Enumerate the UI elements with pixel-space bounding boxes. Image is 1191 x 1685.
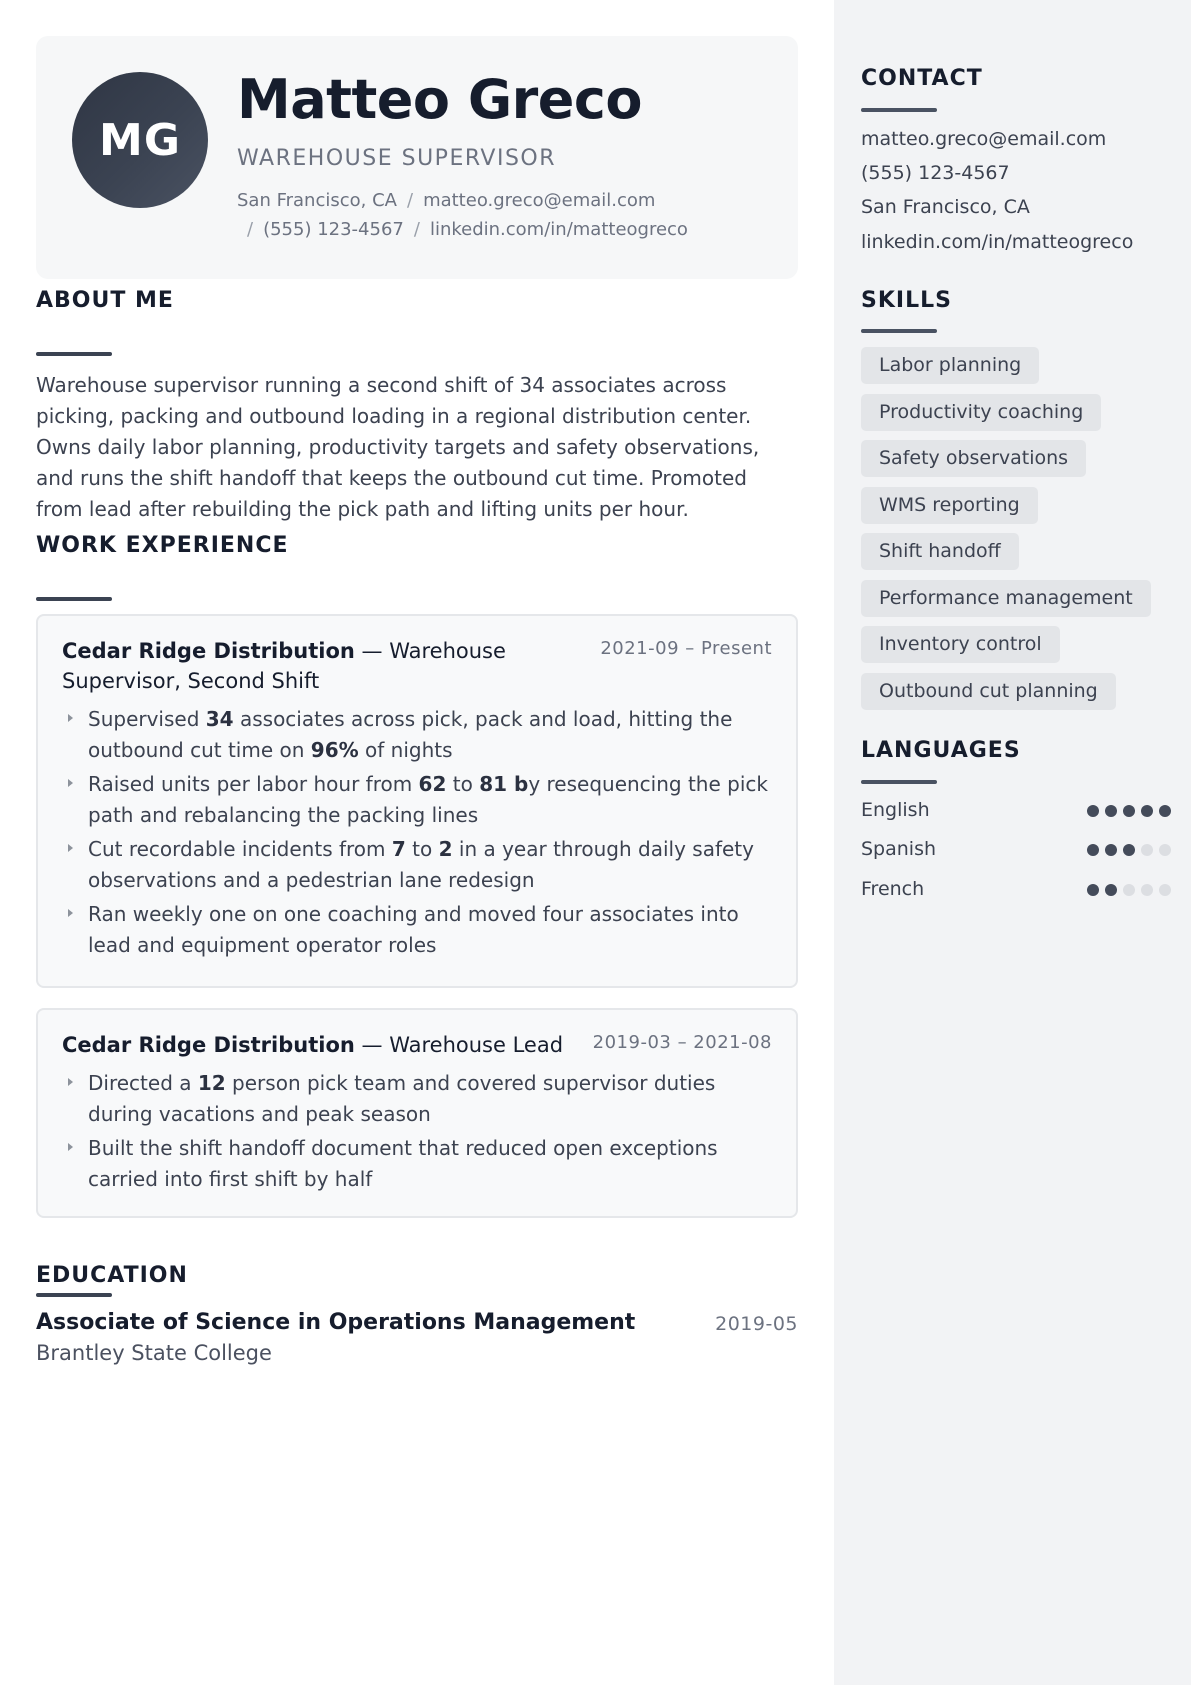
bullet-text: Cut recordable incidents from bbox=[88, 837, 392, 861]
job-bullet bbox=[62, 1068, 772, 1130]
language-row bbox=[861, 799, 1171, 821]
bullet-highlight: 2 bbox=[438, 837, 453, 861]
contact-location: San Francisco, CA bbox=[861, 196, 1030, 218]
section-rule bbox=[36, 1293, 112, 1297]
section-rule bbox=[861, 108, 937, 112]
job-title: WAREHOUSE SUPERVISOR bbox=[237, 146, 557, 171]
job-dates: 2019-03 – 2021-08 bbox=[592, 1032, 772, 1053]
header-phone[interactable]: (555) 123-4567 bbox=[263, 219, 404, 240]
dash: — bbox=[354, 639, 390, 663]
section-rule bbox=[36, 352, 112, 356]
bullet-text: associates across pick, pack and load, hitting the outbound cut time on bbox=[88, 707, 733, 762]
contact-phone[interactable]: (555) 123-4567 bbox=[861, 162, 1010, 184]
job-bullet bbox=[62, 834, 772, 896]
skill-chip: Inventory control bbox=[861, 626, 1060, 663]
job-card bbox=[36, 1008, 798, 1218]
rating-dot-empty bbox=[1141, 884, 1153, 896]
company-name: Cedar Ridge Distribution bbox=[62, 639, 355, 663]
contact-email[interactable]: matteo.greco@email.com bbox=[861, 128, 1107, 150]
about-text: Warehouse supervisor running a second shift of 34 associates across picking, packing and outbound loading in a regional distribution center. Owns daily labor planning, productivity targets and safety observations, and runs the shift handoff that keeps the outbound cut time. Promoted from lead after rebuilding the pick path and lifting units per hour. bbox=[36, 373, 760, 521]
job-bullets bbox=[62, 704, 772, 961]
language-level-rating bbox=[1087, 884, 1171, 896]
education-date: 2019-05 bbox=[715, 1313, 798, 1335]
bullet-text: to bbox=[405, 837, 439, 861]
rating-dot-filled bbox=[1123, 844, 1135, 856]
separator: / bbox=[413, 219, 420, 240]
education-heading: EDUCATION bbox=[36, 1263, 188, 1288]
job-heading bbox=[62, 1030, 622, 1060]
role-name: Warehouse Supervisor, Second Shift bbox=[62, 639, 506, 693]
language-level-rating bbox=[1087, 805, 1171, 817]
job-heading bbox=[62, 636, 582, 696]
job-bullet bbox=[62, 899, 772, 961]
bullet-text: person pick team and covered supervisor duties during vacations and peak season bbox=[88, 1071, 716, 1126]
language-level-rating bbox=[1087, 844, 1171, 856]
section-rule bbox=[861, 329, 937, 333]
rating-dot-filled bbox=[1105, 884, 1117, 896]
job-card bbox=[36, 614, 798, 988]
rating-dot-filled bbox=[1087, 805, 1099, 817]
avatar: MG bbox=[72, 72, 208, 208]
bullet-text: Supervised bbox=[88, 707, 206, 731]
bullet-highlight: 7 bbox=[391, 837, 406, 861]
skill-chip: Labor planning bbox=[861, 347, 1039, 384]
bullet-highlight: 62 bbox=[418, 772, 447, 796]
bullet-highlight: 81 b bbox=[479, 772, 529, 796]
rating-dot-filled bbox=[1105, 844, 1117, 856]
skills-heading: SKILLS bbox=[861, 288, 952, 313]
job-header bbox=[62, 636, 772, 696]
bullet-highlight: 96% bbox=[310, 738, 359, 762]
bullet-highlight: 34 bbox=[205, 707, 234, 731]
header-linkedin-link[interactable]: linkedin.com/in/matteogreco bbox=[429, 219, 688, 240]
skill-chip: Shift handoff bbox=[861, 533, 1019, 570]
bullet-text: Ran weekly one on one coaching and moved four associates into lead and equipment operator roles bbox=[88, 902, 739, 957]
language-row bbox=[861, 838, 1171, 860]
rating-dot-empty bbox=[1141, 844, 1153, 856]
experience-heading: WORK EXPERIENCE bbox=[36, 533, 289, 558]
rating-dot-filled bbox=[1105, 805, 1117, 817]
person-name: Matteo Greco bbox=[237, 68, 643, 131]
profile-header bbox=[36, 36, 798, 279]
sidebar bbox=[834, 0, 1191, 1685]
rating-dot-empty bbox=[1159, 884, 1171, 896]
bullet-highlight: 12 bbox=[197, 1071, 226, 1095]
education-degree: Associate of Science in Operations Management bbox=[36, 1310, 636, 1335]
bullet-text: Built the shift handoff document that reduced open exceptions carried into first shift by half bbox=[88, 1136, 718, 1191]
bullet-text: of nights bbox=[358, 738, 453, 762]
rating-dot-filled bbox=[1087, 844, 1099, 856]
header-contact-line-2 bbox=[247, 219, 688, 240]
separator: / bbox=[406, 190, 414, 211]
bullet-text: in a year through daily safety observations and a pedestrian lane redesign bbox=[88, 837, 754, 892]
rating-dot-empty bbox=[1123, 884, 1135, 896]
section-rule bbox=[36, 597, 112, 601]
rating-dot-empty bbox=[1159, 844, 1171, 856]
languages-heading: LANGUAGES bbox=[861, 738, 1021, 763]
rating-dot-filled bbox=[1087, 884, 1099, 896]
language-row bbox=[861, 878, 1171, 900]
language-name: English bbox=[861, 799, 930, 821]
skill-chip: Performance management bbox=[861, 580, 1151, 617]
about-heading: ABOUT ME bbox=[36, 288, 174, 313]
bullet-text: Directed a bbox=[88, 1071, 198, 1095]
language-name: Spanish bbox=[861, 838, 937, 860]
rating-dot-filled bbox=[1123, 805, 1135, 817]
rating-dot-filled bbox=[1159, 805, 1171, 817]
header-contact-line-1 bbox=[237, 190, 655, 211]
bullet-text: to bbox=[446, 772, 480, 796]
contact-heading: CONTACT bbox=[861, 66, 983, 91]
job-dates: 2021-09 – Present bbox=[600, 638, 772, 659]
contact-linkedin[interactable]: linkedin.com/in/matteogreco bbox=[861, 231, 1134, 253]
skills-list bbox=[861, 347, 1171, 719]
rating-dot-filled bbox=[1141, 805, 1153, 817]
job-header bbox=[62, 1030, 772, 1060]
role-name: Warehouse Lead bbox=[389, 1033, 564, 1057]
job-bullet bbox=[62, 1133, 772, 1195]
skill-chip: Outbound cut planning bbox=[861, 673, 1116, 710]
job-bullets bbox=[62, 1068, 772, 1195]
job-bullet bbox=[62, 769, 772, 831]
language-name: French bbox=[861, 878, 925, 900]
skill-chip: Safety observations bbox=[861, 440, 1086, 477]
skill-chip: WMS reporting bbox=[861, 487, 1038, 524]
job-bullet bbox=[62, 704, 772, 766]
separator: / bbox=[247, 219, 254, 240]
bullet-text: y resequencing the pick path and rebalancing the packing lines bbox=[88, 772, 768, 827]
section-rule bbox=[861, 780, 937, 784]
education-school: Brantley State College bbox=[36, 1341, 272, 1365]
company-name: Cedar Ridge Distribution bbox=[62, 1033, 355, 1057]
main-column bbox=[36, 36, 798, 1365]
header-email-link[interactable]: matteo.greco@email.com bbox=[423, 190, 656, 211]
skill-chip: Productivity coaching bbox=[861, 394, 1101, 431]
header-location: San Francisco, CA bbox=[237, 190, 397, 211]
dash: — bbox=[354, 1033, 390, 1057]
bullet-text: Raised units per labor hour from bbox=[88, 772, 419, 796]
